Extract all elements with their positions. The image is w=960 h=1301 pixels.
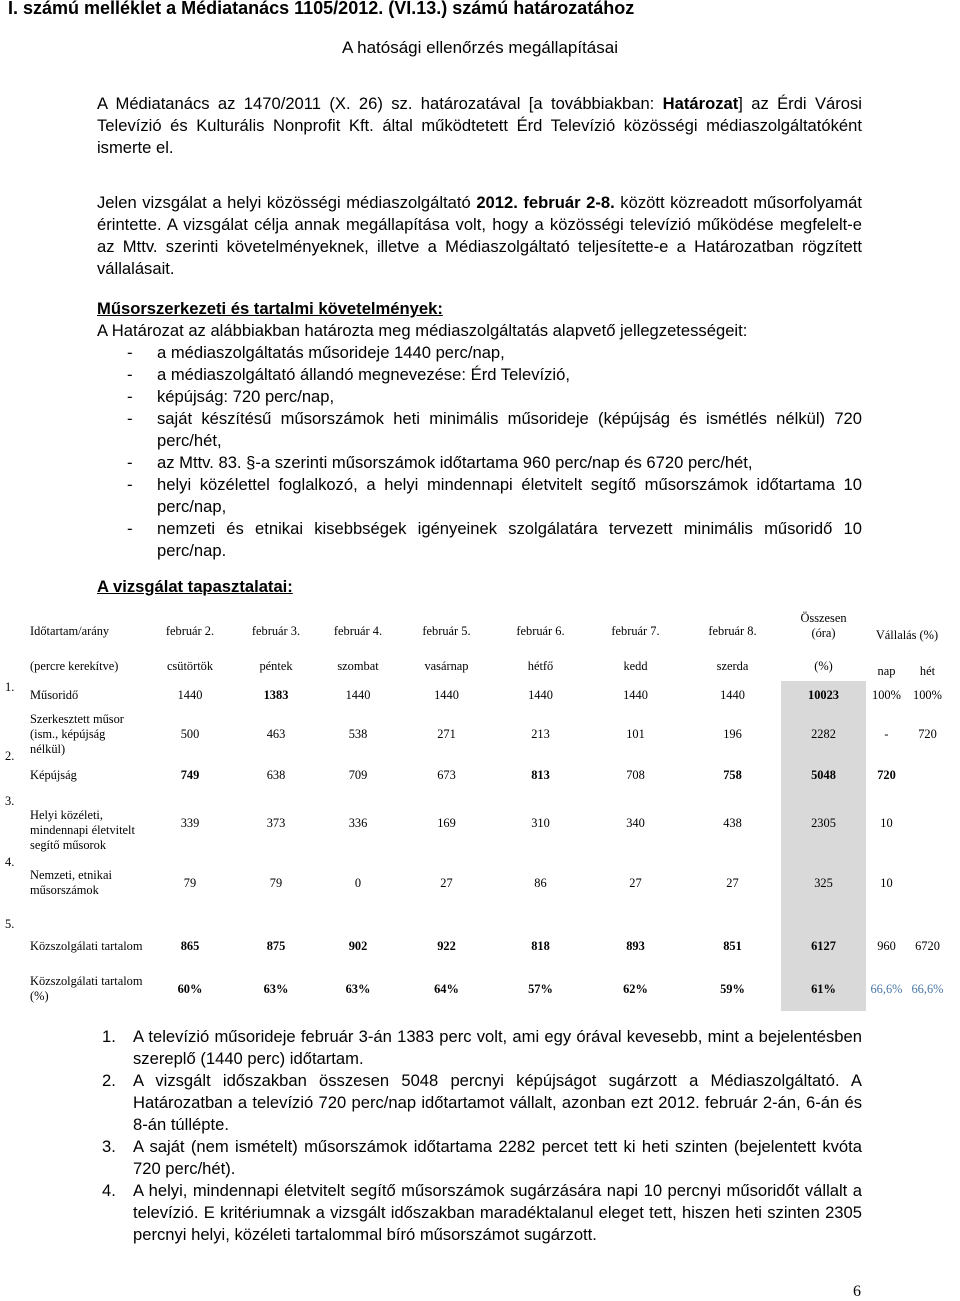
subheader-cell: szerda bbox=[716, 658, 749, 673]
table-cell: 865 bbox=[180, 938, 200, 953]
row-label: Szerkesztett műsor (ism., képújság nélkül) bbox=[30, 711, 124, 756]
subheader-cell: (%) bbox=[814, 658, 833, 673]
commitment-week-cell bbox=[907, 759, 948, 791]
note-text: A helyi, mindennapi életvitelt segítő műsorszámok sugárzására napi 10 percnyi műsoridőt vállalt a televízió. E kritériumnak a vizsgált időszakban maradéktalanul eleget tett, hiszen heti szinten 2305 percnyi helyi, közéleti tartalommal bíró műsorszámot sugárzott. bbox=[133, 1181, 862, 1244]
table-cell: 902 bbox=[348, 938, 368, 953]
table-cell: 538 bbox=[348, 726, 368, 741]
table-cell: 79 bbox=[269, 875, 283, 890]
commitment-day-cell: 66,6% bbox=[870, 981, 903, 996]
note-number: 4. bbox=[102, 1181, 116, 1200]
findings-table bbox=[28, 611, 948, 1011]
table-cell: 63% bbox=[345, 981, 371, 996]
table-cell: 310 bbox=[531, 815, 550, 830]
commitment-day-cell: 100% bbox=[872, 687, 901, 702]
table-row bbox=[28, 759, 948, 791]
requirement-item: - helyi közélettel foglalkozó, a helyi mindennapi életvitelt segítő műsorszámok időtartama 10 perc/nap, bbox=[97, 474, 862, 518]
table-subheader-row bbox=[28, 651, 948, 681]
note-item bbox=[100, 1026, 862, 1070]
requirement-item: - saját készítésű műsorszámok heti minimális műsorideje (képújság és ismétlés nélkül) 720 perc/hét, bbox=[97, 408, 862, 452]
table-row bbox=[28, 855, 948, 911]
table-cell: 1440 bbox=[528, 687, 553, 702]
subheader-cell: hét bbox=[919, 663, 936, 678]
total-cell: 6127 bbox=[781, 911, 866, 967]
subheader-cell: szombat bbox=[337, 658, 379, 673]
commitment-week-cell: 6720 bbox=[915, 938, 940, 953]
row-label: Közszolgálati tartalom bbox=[30, 938, 143, 953]
commitment-week-cell: 100% bbox=[913, 687, 942, 702]
header-cell: február 4. bbox=[333, 623, 383, 638]
table-cell: 708 bbox=[626, 767, 645, 782]
header-cell: Időtartam/arány bbox=[30, 623, 110, 638]
total-header-cell bbox=[781, 611, 866, 651]
note-item bbox=[100, 1070, 862, 1136]
requirement-item: - nemzeti és etnikai kisebbségek igényeinek szolgálatára tervezett minimális műsoridő 10 perc/nap. bbox=[97, 518, 862, 562]
requirement-item: - a médiaszolgáltatás műsorideje 1440 perc/nap, bbox=[97, 342, 862, 364]
table-cell: 64% bbox=[434, 981, 459, 996]
header-cell: február 8. bbox=[708, 623, 757, 638]
table-cell: 27 bbox=[726, 875, 739, 890]
table-cell: 500 bbox=[180, 726, 200, 741]
table-cell: 79 bbox=[183, 875, 197, 890]
table-row bbox=[28, 709, 948, 759]
note-number: 3. bbox=[102, 1137, 116, 1156]
subheader-cell: nap bbox=[877, 663, 896, 678]
table-row bbox=[28, 967, 948, 1011]
row-label: Műsoridő bbox=[30, 687, 79, 702]
row-number: 4. bbox=[5, 855, 15, 869]
commitment-week-cell bbox=[907, 791, 948, 855]
total-cell: 325 bbox=[781, 855, 866, 911]
intro-p2-text-b: között közreadott műsorfolyamát érintette. A vizsgálat célja annak megállapítása volt, hogy a közösségi televízió működése megfelelt-e az Mttv. szerinti követelményeknek, illetve a Médiaszolgáltató teljesítette-e a Határozatban rögzített vállalásait. bbox=[97, 193, 863, 278]
table-cell: 373 bbox=[266, 815, 286, 830]
total-header-line-1: Összesen bbox=[800, 611, 847, 625]
table-cell: 1440 bbox=[720, 687, 745, 702]
note-text: A saját (nem ismételt) műsorszámok időtartama 2282 percet tett ki heti szinten (bejelentett kvóta 720 perc/hét). bbox=[133, 1137, 862, 1178]
row-number: 1. bbox=[5, 680, 15, 694]
table-cell: 1440 bbox=[345, 687, 371, 702]
note-number: 2. bbox=[102, 1071, 116, 1090]
subheader-cell: vasárnap bbox=[424, 658, 469, 673]
total-header-line-2: (óra) bbox=[811, 626, 836, 640]
commitment-day-cell: 10 bbox=[880, 815, 893, 830]
row-label: Közszolgálati tartalom (%) bbox=[30, 974, 143, 1003]
row-number: 2. bbox=[5, 749, 15, 763]
table-row bbox=[28, 911, 948, 967]
header-cell: február 7. bbox=[611, 623, 660, 638]
table-cell: 101 bbox=[626, 726, 645, 741]
row-number: 5. bbox=[5, 917, 15, 931]
note-item bbox=[100, 1136, 862, 1180]
table-cell: 27 bbox=[629, 875, 642, 890]
commitment-day-cell: 720 bbox=[877, 767, 896, 782]
row-label: Képújság bbox=[30, 767, 77, 782]
table-cell: 875 bbox=[266, 938, 286, 953]
requirements-list bbox=[97, 342, 862, 562]
requirements-lead: A Határozat az alábbiakban határozta meg médiaszolgáltatás alapvető jellegzetességeit: bbox=[97, 321, 748, 340]
commitment-day-cell: - bbox=[884, 726, 889, 741]
table-header-row bbox=[28, 611, 948, 651]
intro-p1-text-b: ] az Érdi Városi Televízió és Kulturális Nonprofit Kft. által működtetett Érd Televízió közösségi médiaszolgáltatóként ismerte el. bbox=[97, 94, 862, 157]
document-title: I. számú melléklet a Médiatanács 1105/2012. (VI.13.) számú határozatához bbox=[8, 0, 635, 18]
row-label: Helyi közéleti, mindennapi életvitelt segítő műsorok bbox=[30, 807, 135, 852]
subheader-cell: (percre kerekítve) bbox=[30, 658, 119, 673]
intro-p1-text-a: A Médiatanács az 1470/2011 (X. 26) sz. határozatával [a továbbiakban: bbox=[97, 94, 663, 113]
commitment-week-cell: 66,6% bbox=[911, 981, 944, 996]
table-cell: 1383 bbox=[263, 687, 289, 702]
row-label: Nemzeti, etnikai műsorszámok bbox=[30, 868, 112, 897]
document-subtitle: A hatósági ellenőrzés megállapításai bbox=[342, 38, 618, 57]
commitment-week-cell bbox=[907, 855, 948, 911]
findings-notes bbox=[100, 1026, 862, 1246]
requirements-heading: Műsorszerkezeti és tartalmi követelmények: bbox=[97, 299, 443, 318]
table-cell: 813 bbox=[531, 767, 550, 782]
table-cell: 818 bbox=[531, 938, 550, 953]
table-cell: 438 bbox=[723, 815, 742, 830]
header-cell: február 2. bbox=[165, 623, 215, 638]
table-cell: 336 bbox=[348, 815, 368, 830]
table-cell: 86 bbox=[534, 875, 547, 890]
subheader-cell: hétfő bbox=[527, 658, 554, 673]
note-text: A televízió műsorideje február 3-án 1383 perc volt, ami egy órával kevesebb, mint a bejelentésben szereplő (1440 perc) időtartam. bbox=[133, 1027, 862, 1068]
total-cell: 5048 bbox=[781, 759, 866, 791]
total-cell: 10023 bbox=[781, 681, 866, 709]
table-cell: 57% bbox=[528, 981, 553, 996]
intro-p2-bold: 2012. február 2-8. bbox=[476, 193, 615, 212]
table-cell: 463 bbox=[266, 726, 286, 741]
commitment-day-cell: 960 bbox=[877, 938, 896, 953]
row-number: 3. bbox=[5, 794, 15, 808]
table-cell: 339 bbox=[180, 815, 200, 830]
commitment-day-cell: 10 bbox=[880, 875, 893, 890]
note-number: 1. bbox=[102, 1027, 116, 1046]
subheader-cell: csütörtök bbox=[166, 658, 214, 673]
table-cell: 893 bbox=[626, 938, 645, 953]
requirement-item: - az Mttv. 83. §-a szerinti műsorszámok időtartama 960 perc/nap és 6720 perc/hét, bbox=[97, 452, 862, 474]
total-cell: 61% bbox=[781, 967, 866, 1011]
table-cell: 213 bbox=[531, 726, 550, 741]
table-cell: 1440 bbox=[434, 687, 459, 702]
header-cell: február 3. bbox=[251, 623, 301, 638]
requirements-section bbox=[97, 298, 862, 562]
requirement-item: - a médiaszolgáltató állandó megnevezése: Érd Televízió, bbox=[97, 364, 862, 386]
table-cell: 749 bbox=[180, 767, 200, 782]
intro-p1-bold: Határozat bbox=[662, 94, 739, 113]
commitment-week-cell: 720 bbox=[918, 726, 937, 741]
table-cell: 673 bbox=[437, 767, 456, 782]
total-cell: 2305 bbox=[781, 791, 866, 855]
table-cell: 1440 bbox=[623, 687, 648, 702]
table-cell: 340 bbox=[626, 815, 645, 830]
table-cell: 851 bbox=[723, 938, 742, 953]
note-item bbox=[100, 1180, 862, 1246]
note-text: A vizsgált időszakban összesen 5048 percnyi képújságot sugárzott a Médiaszolgáltató. A Határozatban a televízió 720 perc/nap időtartamot vállalt, azonban ezt 2012. február 2-án, 6-án és 8-án túllépte. bbox=[133, 1071, 862, 1134]
header-cell: február 6. bbox=[516, 623, 565, 638]
header-cell: február 5. bbox=[422, 623, 471, 638]
table-cell: 638 bbox=[266, 767, 286, 782]
table-cell: 62% bbox=[623, 981, 648, 996]
intro-paragraph-1 bbox=[97, 93, 862, 159]
subheader-cell: péntek bbox=[259, 658, 293, 673]
table-cell: 27 bbox=[440, 875, 453, 890]
page-number: 6 bbox=[853, 1283, 861, 1300]
table-cell: 0 bbox=[354, 875, 362, 890]
table-cell: 1440 bbox=[177, 687, 203, 702]
findings-heading: A vizsgálat tapasztalatai: bbox=[97, 577, 293, 596]
total-cell: 2282 bbox=[781, 709, 866, 759]
intro-paragraph-2 bbox=[97, 192, 862, 280]
commitment-header-cell: Vállalás (%) bbox=[875, 627, 939, 642]
intro-p2-text-a: Jelen vizsgálat a helyi közösségi médiaszolgáltató bbox=[97, 193, 477, 212]
table-cell: 59% bbox=[720, 981, 745, 996]
subheader-cell: kedd bbox=[623, 658, 648, 673]
table-cell: 922 bbox=[437, 938, 456, 953]
table-cell: 169 bbox=[437, 815, 456, 830]
table-cell: 60% bbox=[177, 981, 203, 996]
table-cell: 271 bbox=[437, 726, 456, 741]
requirement-item: - képújság: 720 perc/nap, bbox=[97, 386, 862, 408]
table-cell: 758 bbox=[723, 767, 742, 782]
table-cell: 196 bbox=[723, 726, 742, 741]
table-cell: 63% bbox=[263, 981, 289, 996]
table-cell: 709 bbox=[348, 767, 368, 782]
table-row bbox=[28, 681, 948, 709]
table-row bbox=[28, 791, 948, 855]
